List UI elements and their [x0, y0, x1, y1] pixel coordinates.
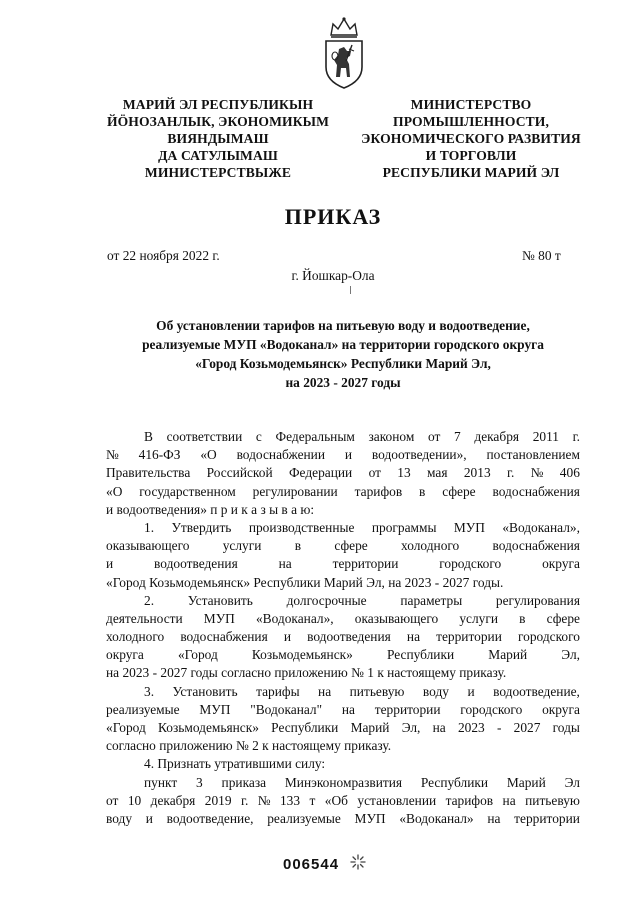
- header-right-line: И ТОРГОВЛИ: [425, 148, 517, 163]
- coat-of-arms-icon: [322, 15, 366, 91]
- order-subject: [110, 316, 576, 392]
- document-serial-number: 006544: [283, 856, 340, 873]
- body-line: оказывающего услуги в сфере холодного водоснабжения: [106, 538, 580, 554]
- body-line: реализуемые МУП "Водоканал" на территории городского округа: [106, 701, 580, 717]
- body-line: В соответствии с Федеральным законом от 7 декабря 2011 г.: [144, 429, 580, 444]
- body-line: Правительства Российской Федерации от 13 мая 2013 г. № 406: [106, 465, 580, 481]
- order-number: № 80 т: [522, 248, 561, 263]
- subject-line: на 2023 - 2027 годы: [285, 375, 401, 390]
- header-right-line: ЭКОНОМИЧЕСКОГО РАЗВИТИЯ: [361, 131, 581, 146]
- body-line: пункт 3 приказа Минэкономразвития Республики Марий Эл: [144, 774, 580, 790]
- body-line: 4. Признать утратившими силу:: [144, 756, 326, 772]
- body-line: от 10 декабря 2019 г. № 133 т «Об установлении тарифов на питьевую: [106, 792, 580, 808]
- subject-line: Об установлении тарифов на питьевую воду и водоотведение,: [156, 318, 530, 333]
- body-line: «Город Козьмодемьянск» Республики Марий Эл, на 2023 - 2027 годы: [106, 720, 580, 735]
- order-body: [106, 428, 580, 828]
- body-line: воду и водоотведение, реализуемые МУП «Водоканал» на территории: [106, 810, 580, 826]
- header-left-line: МИНИСТЕРСТВЫЖЕ: [144, 165, 292, 180]
- header-left-line: ВИЯНДЫМАШ: [167, 131, 269, 146]
- body-line: 3. Установить тарифы на питьевую воду и водоотведение,: [144, 683, 580, 699]
- header-right-line: РЕСПУБЛИКИ МАРИЙ ЭЛ: [382, 165, 560, 180]
- subject-line: «Город Козьмодемьянск» Республики Марий Эл,: [195, 356, 491, 371]
- order-title: ПРИКАЗ: [284, 204, 382, 229]
- body-line: и водоотведения» п р и к а з ы в а ю:: [106, 501, 315, 517]
- body-line: «О государственном регулировании тарифов в сфере водоснабжения: [106, 483, 580, 499]
- scan-mark: [350, 286, 351, 294]
- header-left-line: ЙӦНОЗАНЛЫК, ЭКОНОМИКЫМ: [106, 114, 330, 129]
- body-line: № 416-ФЗ «О водоснабжении и водоотведении», постановлением: [106, 447, 580, 463]
- header-right-line: ПРОМЫШЛЕННОСТИ,: [393, 114, 549, 129]
- body-line: 2. Установить долгосрочные параметры регулирования: [144, 592, 580, 608]
- header-ministry-mari: [103, 96, 333, 181]
- body-line: «Город Козьмодемьянск» Республики Марий Эл, на 2023 - 2027 годы.: [106, 574, 504, 590]
- asterisk-stamp-icon: [349, 853, 367, 871]
- header-right-line: МИНИСТЕРСТВО: [410, 97, 532, 112]
- header-left-line: МАРИЙ ЭЛ РЕСПУБЛИКЫН: [122, 97, 314, 112]
- body-line: холодного водоснабжения и водоотведения на территории городского: [106, 629, 580, 645]
- header-left-line: ДА САТУЛЫМАШ: [158, 148, 278, 163]
- body-line: округа «Город Козьмодемьянск» Республики Марий Эл,: [106, 647, 580, 663]
- subject-line: реализуемые МУП «Водоканал» на территории городского округа: [142, 337, 544, 352]
- body-line: на 2023 - 2027 годы согласно приложению № 1 к настоящему приказу.: [106, 665, 507, 681]
- order-city: г. Йошкар-Ола: [291, 268, 375, 283]
- order-date: от 22 ноября 2022 г.: [107, 248, 220, 263]
- header-ministry-russian: [356, 96, 586, 181]
- body-line: 1. Утвердить производственные программы МУП «Водоканал»,: [144, 519, 580, 535]
- body-line: деятельности МУП «Водоканал», оказывающего услуги в сфере: [106, 610, 580, 626]
- body-line: согласно приложению № 2 к настоящему приказу.: [106, 738, 392, 754]
- body-line: и водоотведения на территории городского округа: [106, 556, 580, 572]
